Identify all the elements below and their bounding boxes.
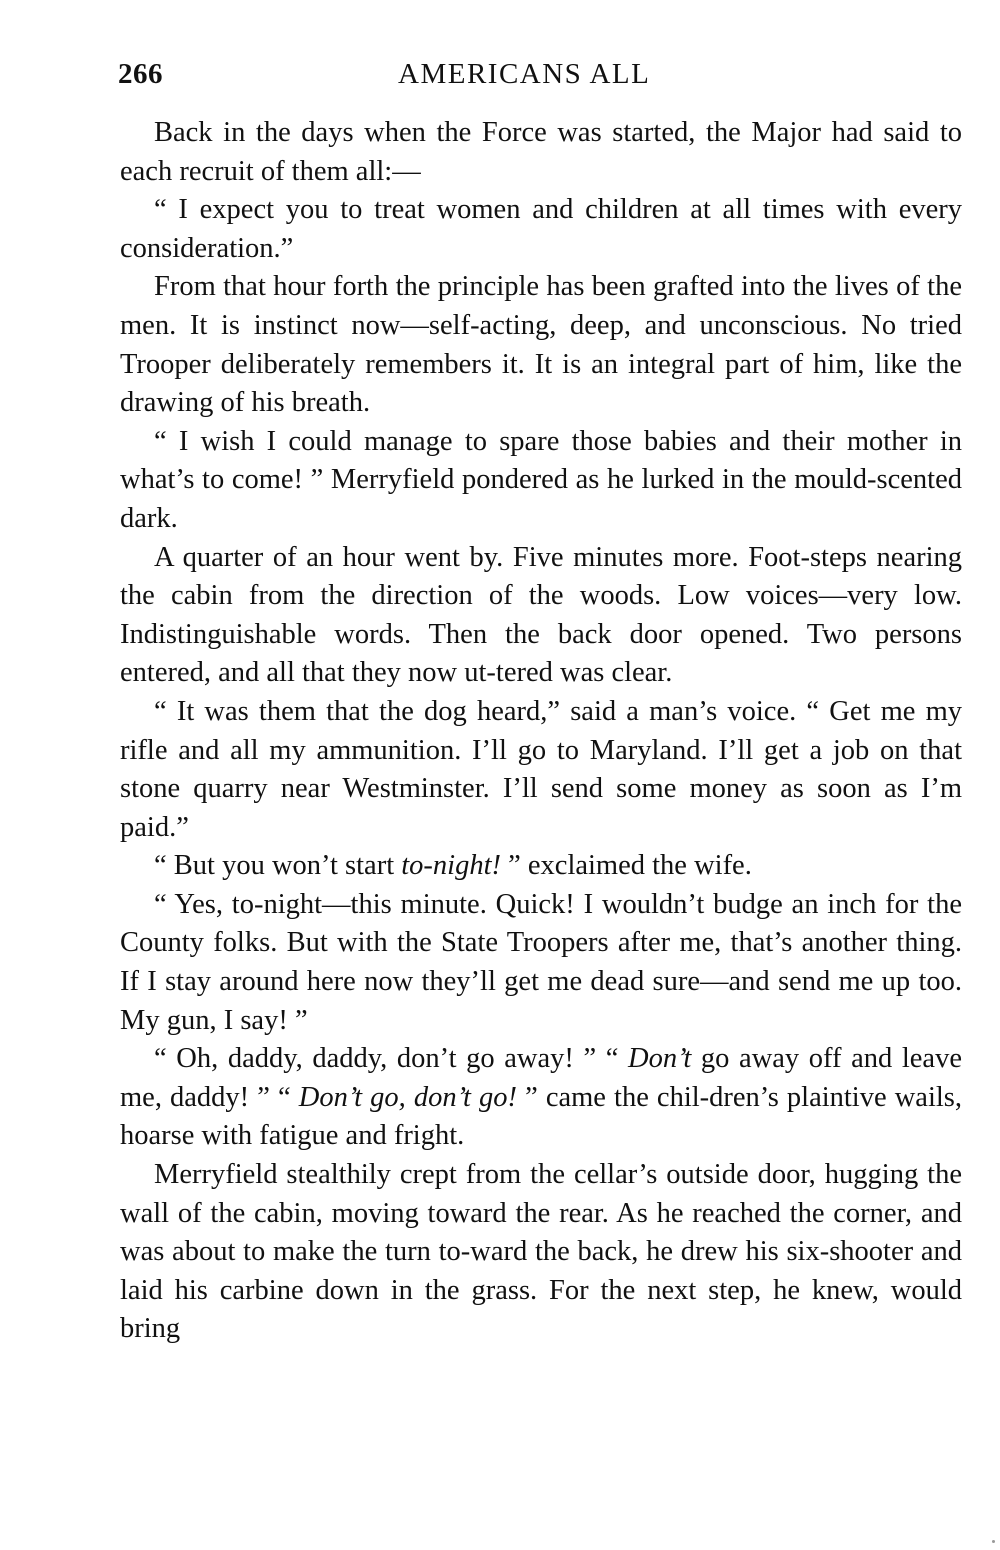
text-run: “ But you won’t start	[154, 850, 402, 882]
paragraph	[120, 191, 962, 268]
text-run: “ I expect you to treat women and children at all times with every consideration.”	[120, 194, 962, 264]
page-number: 266	[118, 58, 163, 90]
paragraph	[120, 1040, 962, 1156]
italic-text: Don’t	[627, 1043, 692, 1075]
paragraph	[120, 423, 962, 539]
text-run: “ I wish I could manage to spare those babies and their mother in what’s to come! ” Merryfield pondered as he lurked in the mould-scented dark.	[120, 425, 962, 534]
paragraph	[120, 847, 962, 886]
text-run: From that hour forth the principle has been grafted into the lives of the men. It is instinct now—self-acting, deep, and unconscious. No tried Trooper deliberately remembers it. It is an integral part of him, like the drawing of his breath.	[120, 271, 962, 419]
paragraph	[120, 539, 962, 693]
italic-text: Don’t go, don’t go!	[298, 1081, 517, 1113]
italic-text: to-night!	[401, 850, 501, 882]
running-head: AMERICANS ALL	[398, 58, 651, 90]
text-run: A quarter of an hour went by. Five minutes more. Foot-steps nearing the cabin from the direction of the woods. Low voices—very low. Indistinguishable words. Then the back door opened. Two persons entered, and all that they now ut-tered was clear.	[120, 541, 962, 689]
text-run: “ Oh, daddy, daddy, don’t go away! ” “	[154, 1043, 628, 1075]
text-run: ” exclaimed the wife.	[501, 850, 752, 882]
body-text	[120, 114, 962, 1349]
paragraph	[120, 693, 962, 847]
text-run: “ It was them that the dog heard,” said a man’s voice. “ Get me my rifle and all my ammunition. I’ll go to Maryland. I’ll get a job on that stone quarry near Westminster. I’ll send some money as soon as I’m paid.”	[120, 695, 962, 843]
text-run: go away off and leave me, daddy! ” “	[120, 1043, 962, 1113]
paragraph	[120, 114, 962, 191]
page-header	[118, 58, 966, 102]
text-run: “ Yes, to-night—this minute. Quick! I wouldn’t budge an inch for the County folks. But with the State Troopers after me, that’s another thing. If I stay around here now they’ll get me dead sure—and send me up too. My gun, I say! ”	[120, 888, 962, 1036]
paragraph	[120, 886, 962, 1040]
scan-speck	[992, 1540, 995, 1543]
text-run: Back in the days when the Force was started, the Major had said to each recruit of them all:—	[120, 117, 962, 187]
paragraph	[120, 1156, 962, 1349]
paragraph	[120, 268, 962, 422]
text-run: Merryfield stealthily crept from the cellar’s outside door, hugging the wall of the cabin, moving toward the rear. As he reached the corner, and was about to make the turn to-ward the back, he drew his six-shooter and laid his carbine down in the grass. For the next step, he knew, would bring	[120, 1159, 962, 1345]
text-run: ” came the chil-dren’s plaintive wails, hoarse with fatigue and fright.	[120, 1081, 962, 1152]
